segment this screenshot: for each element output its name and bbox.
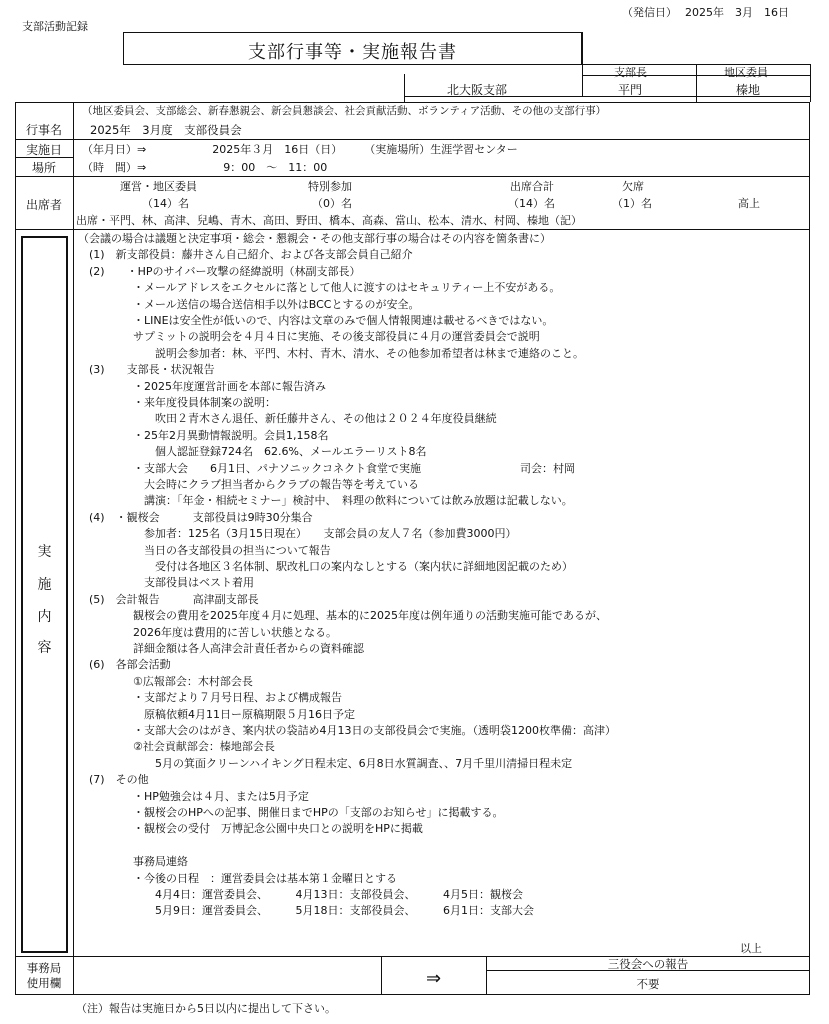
content-label-char: 施 bbox=[37, 577, 52, 593]
content-line: ・メール送信の場合送信相手以外はBCCとするのが安全。 bbox=[78, 297, 420, 311]
attendance-header-committee: 運営・地区委員 bbox=[120, 180, 197, 193]
content-line: ・来年度役員体制案の説明： bbox=[78, 396, 276, 409]
attendance-count-committee: （14）名 bbox=[142, 197, 189, 210]
content-line: (1) 新支部役員：藤井さん自己紹介、および各支部会員自己紹介 bbox=[78, 248, 413, 262]
content-line: 詳細金額は各人高津会計責任者からの資料確認 bbox=[78, 642, 364, 655]
content-line: ・HP勉強会は４月、または5月予定 bbox=[78, 789, 309, 803]
report-label: 三役会への報告 bbox=[607, 957, 689, 971]
content-label-box bbox=[21, 236, 68, 953]
attendance-label: 出席者 bbox=[25, 198, 62, 212]
content-line: ・メールアドレスをエクセルに落として他人に渡すのはセキュリティー上不安がある。 bbox=[78, 281, 561, 295]
content-line: ・2025年度運営計画を本部に報告済み bbox=[78, 379, 326, 393]
content-line: ・支部大会 6月1日、パナソニックコネクト食堂で実施 司会：村岡 bbox=[78, 461, 576, 475]
content-line: ・LINEは安全性が低いので、内容は文章のみで個人情報関連は載せるべきではない。 bbox=[78, 314, 554, 327]
role-district-name: 榛地 bbox=[736, 83, 761, 97]
attendee-names: 出席・平門、林、高津、兒嶋、青木、高田、野田、橋本、高森、當山、松本、清水、村岡、榛地（記） bbox=[76, 214, 582, 227]
content-line: (3) 支部長・状況報告 bbox=[78, 363, 215, 377]
date-label: 実施日 bbox=[25, 143, 62, 157]
content-line: ・支部大会のはがき、案内状の袋詰め4月13日の支部役員会で実施。（透明袋1200枚準備：高津） bbox=[78, 724, 617, 737]
content-line: ・今後の日程 ：運営委員会は基本第１金曜日とする bbox=[78, 871, 397, 885]
branch-name: 北大阪支部 bbox=[447, 83, 508, 97]
page-title: 支部行事等・実施報告書 bbox=[248, 42, 457, 63]
role-district-label: 地区委員 bbox=[724, 66, 768, 79]
place-label: 場所 bbox=[31, 161, 56, 175]
attendance-header-total: 出席合計 bbox=[510, 180, 554, 193]
date-text: （年月日）⇒ 2025年３月 16日（日） （実施場所）生涯学習センター bbox=[82, 143, 518, 156]
event-value: 2025年 3月度 支部役員会 bbox=[90, 123, 242, 137]
content-line: 説明会参加者：林、平門、木村、青木、清水、その他参加希望者は林まで連絡のこと。 bbox=[78, 346, 584, 360]
attendance-header-special: 特別参加 bbox=[308, 180, 352, 193]
content-line: (4) ・観桜会 支部役員は9時30分集合 bbox=[78, 510, 313, 524]
title-box bbox=[123, 32, 582, 65]
content-line: 当日の各支部役員の担当について報告 bbox=[78, 543, 331, 557]
content-line: 吹田２青木さん退任、新任藤井さん、その他は２０２４年度役員継続 bbox=[78, 412, 497, 426]
content-line: 支部役員はベスト着用 bbox=[78, 576, 254, 590]
content-line: (2) ・HPのサイバー攻撃の経緯説明（林副支部長） bbox=[78, 264, 361, 278]
content-line: ②社会貢献部会：榛地部会長 bbox=[78, 740, 275, 754]
role-chief-label: 支部長 bbox=[614, 66, 647, 79]
time-text: （時 間）⇒ 9：00 〜 11：00 bbox=[82, 161, 328, 174]
content-line: (7) その他 bbox=[78, 773, 149, 787]
report-value: 不要 bbox=[636, 977, 660, 991]
attendance-count-absent: （1）名 bbox=[612, 197, 652, 210]
content-line: 5月の箕面クリーンハイキング日程未定、6月8日水質調査、、7月千里川清掃日程未定 bbox=[78, 756, 573, 770]
content-line: 受付は各地区３名体制、駅改札口の案内なしとする（案内状に詳細地図記載のため） bbox=[78, 560, 573, 573]
record-label: 支部活動記録 bbox=[22, 20, 88, 33]
event-categories-note: （地区委員会、支部総会、新春懇親会、新会員懇談会、社会貢献活動、ボランティア活動、その他の支部行事） bbox=[82, 105, 607, 117]
attendance-count-special: （0）名 bbox=[312, 197, 352, 210]
content-line: 原稿依頼4月11日ー原稿期限５月16日予定 bbox=[78, 707, 355, 721]
content-line: 講演：「年金・相続セミナー」検討中、 料理の飲料については飲み放題は記載しない。 bbox=[78, 494, 573, 508]
content-line: ・観桜会のHPへの記事、開催日までHPの「支部のお知らせ」に掲載する。 bbox=[78, 806, 504, 819]
attendance-count-total: （14）名 bbox=[508, 197, 555, 210]
issue-date-label: （発信日） bbox=[622, 6, 677, 19]
content-line: 2026年度は費用的に苦しい状態となる。 bbox=[78, 625, 337, 639]
content-line: （会議の場合は議題と決定事項・総会・懇親会・その他支部行事の場合はその内容を箇条書に） bbox=[78, 232, 551, 245]
content-line: サプミットの説明会を４月４日に実施、その後支部役員に４月の運営委員会で説明 bbox=[78, 330, 540, 344]
content-body bbox=[78, 232, 806, 954]
absent-names: 高上 bbox=[738, 197, 760, 210]
content-line: (6) 各部会活動 bbox=[78, 658, 171, 672]
content-line: ・観桜会の受付 万博記念公園中央口との説明をHPに掲載 bbox=[78, 822, 423, 836]
content-label-char: 実 bbox=[37, 544, 52, 560]
event-label: 行事名 bbox=[25, 123, 62, 137]
office-label-2: 使用欄 bbox=[26, 976, 62, 990]
content-line: 4月4日：運営委員会、 4月13日：支部役員会、 4月5日：観桜会 bbox=[78, 888, 523, 901]
content-line: 個人認証登録724名 62.6%、メールエラーリスト8名 bbox=[78, 445, 427, 459]
content-line: (5) 会計報告 高津副支部長 bbox=[78, 592, 259, 606]
content-label-char: 容 bbox=[37, 640, 52, 656]
role-chief-name: 平門 bbox=[618, 83, 643, 97]
issue-date: 2025年 3月 16日 bbox=[685, 6, 789, 19]
content-line: 観桜会の費用を2025年度４月に処理、基本的に2025年度は例年通りの活動実施可能であるが、 bbox=[78, 609, 607, 623]
content-line: 参加者：125名（3月15日現在） 支部会員の友人７名（参加費3000円） bbox=[78, 527, 517, 541]
content-line: 事務局連絡 bbox=[78, 855, 188, 869]
content-line: ・25年2月異動情報説明。会員1,158名 bbox=[78, 428, 329, 442]
content-line: 大会時にクラブ担当者からクラブの報告等を考えている bbox=[78, 478, 419, 491]
closing-mark: 以上 bbox=[740, 942, 762, 955]
arrow-icon: ⇒ bbox=[425, 968, 442, 989]
content-line: ①広報部会：木村部会長 bbox=[78, 674, 253, 688]
content-line: ・支部だより７月号日程、および構成報告 bbox=[78, 691, 342, 705]
content-label-char: 内 bbox=[37, 609, 52, 625]
footer-note: （注）報告は実施日から5日以内に提出して下さい。 bbox=[76, 1002, 336, 1015]
office-label: 事務局 bbox=[26, 961, 62, 975]
attendance-header-absent: 欠席 bbox=[622, 180, 644, 193]
content-line: 5月9日：運営委員会、 5月18日：支部役員会、 6月1日：支部大会 bbox=[78, 904, 534, 918]
